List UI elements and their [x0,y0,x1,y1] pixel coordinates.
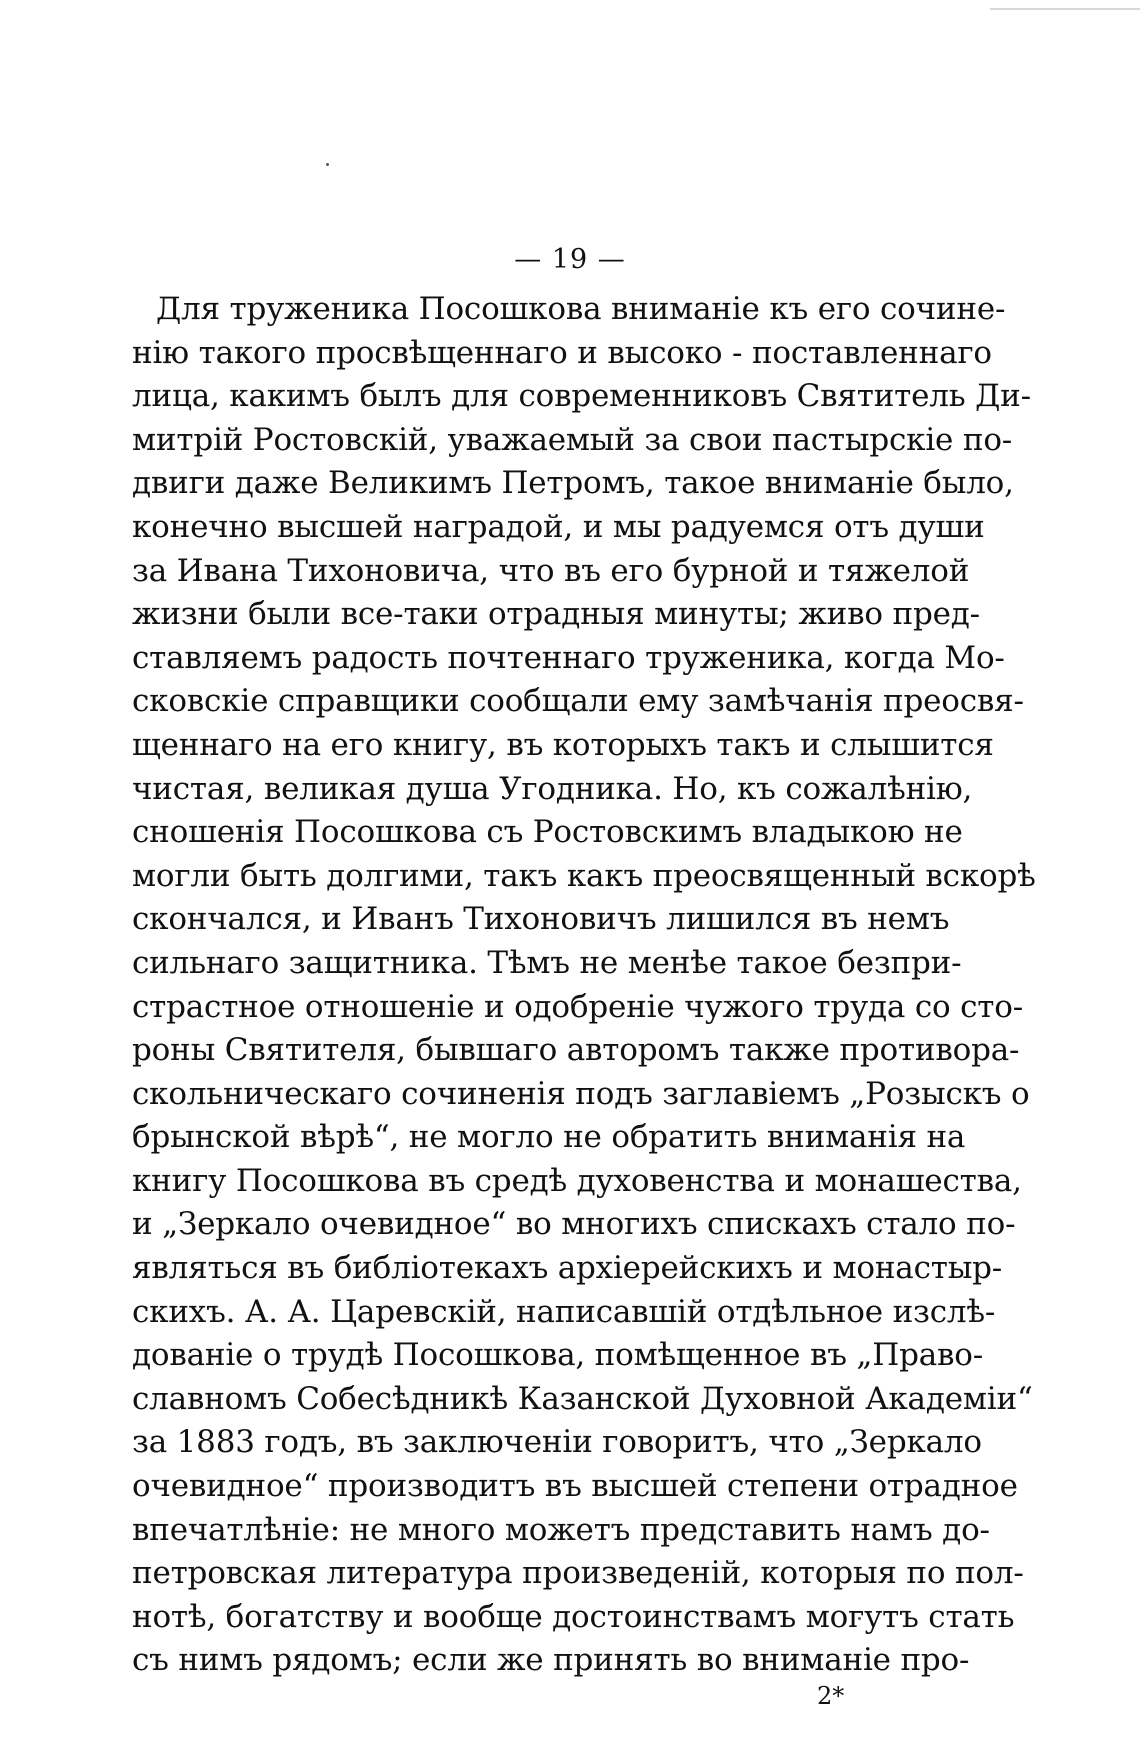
text-line: щеннаго на его книгу, въ которыхъ такъ и слышится [132,726,994,763]
text-line: книгу Посошкова въ средѣ духовенства и монашества, [132,1162,1022,1199]
text-line: могли быть долгими, такъ какъ преосвященный вскорѣ [132,857,1036,894]
text-line: скольническаго сочиненія подъ заглавіемъ „Розыскъ о [132,1075,1030,1112]
text-line: скихъ. А. А. Царевскій, написавшій отдѣльное изслѣ- [132,1293,996,1330]
text-line: брынской вѣрѣ“, не могло не обратить вниманія на [132,1119,966,1156]
text-line: жизни были все-таки отрадныя минуты; живо пред- [132,596,980,633]
text-line: ставляемъ радость почтеннаго труженика, когда Мо- [132,639,1005,676]
text-line: нію такого просвѣщеннаго и высоко - поставленнаго [132,334,992,371]
text-line: митрій Ростовскій, уважаемый за свои пастырскіе по- [132,421,1013,458]
text-line: являться въ библіотекахъ архіерейскихъ и монастыр- [132,1250,1003,1287]
text-line: за 1883 годъ, въ заключеніи говоритъ, что „Зеркало [132,1424,982,1461]
text-line: съ нимъ рядомъ; если же принять во вниманіе про- [132,1642,970,1679]
text-line: сношенія Посошкова съ Ростовскимъ владыкою не [132,814,963,851]
text-line: лица, какимъ былъ для современниковъ Святитель Ди- [132,378,1031,415]
signature-mark: 2* [817,1682,845,1710]
text-line: роны Святителя, бывшаго авторомъ также противора- [132,1032,1020,1069]
text-line: конечно высшей наградой, и мы радуемся отъ души [132,508,985,545]
scan-edge-line [990,8,1140,10]
page-number: — 19 — [514,244,626,275]
text-line: сильнаго защитника. Тѣмъ не менѣе такое безпри- [132,944,962,981]
text-line: Для труженика Посошкова вниманіе къ его сочине- [156,291,1006,327]
text-line: и „Зеркало очевидное“ во многихъ спискахъ стало по- [132,1206,1016,1243]
text-line: сковскіе справщики сообщали ему замѣчанія преосвя- [132,683,1024,720]
text-line: славномъ Собесѣдникѣ Казанской Духовной Академіи“ [132,1380,1033,1417]
scan-speck [326,163,329,166]
text-line: петровская литература произведеній, которыя по пол- [132,1555,1024,1592]
text-line: впечатлѣніе: не много можетъ представить намъ до- [132,1511,990,1548]
text-line: очевидное“ производитъ въ высшей степени отрадное [132,1468,1018,1505]
text-line: двиги даже Великимъ Петромъ, такое вниманіе было, [132,465,1014,502]
text-line: скончался, и Иванъ Тихоновичъ лишился въ немъ [132,901,950,938]
text-line: нотѣ, богатству и вообще достоинствамъ могутъ стать [132,1598,1015,1635]
text-line: чистая, великая душа Угодника. Но, къ сожалѣнію, [132,770,973,807]
text-line: за Ивана Тихоновича, что въ его бурной и тяжелой [132,552,970,589]
text-line: дованіе о трудѣ Посошкова, помѣщенное въ „Право- [132,1337,983,1374]
body-text [132,288,1036,1683]
text-line: страстное отношеніе и одобреніе чужого труда со сто- [132,988,1023,1025]
